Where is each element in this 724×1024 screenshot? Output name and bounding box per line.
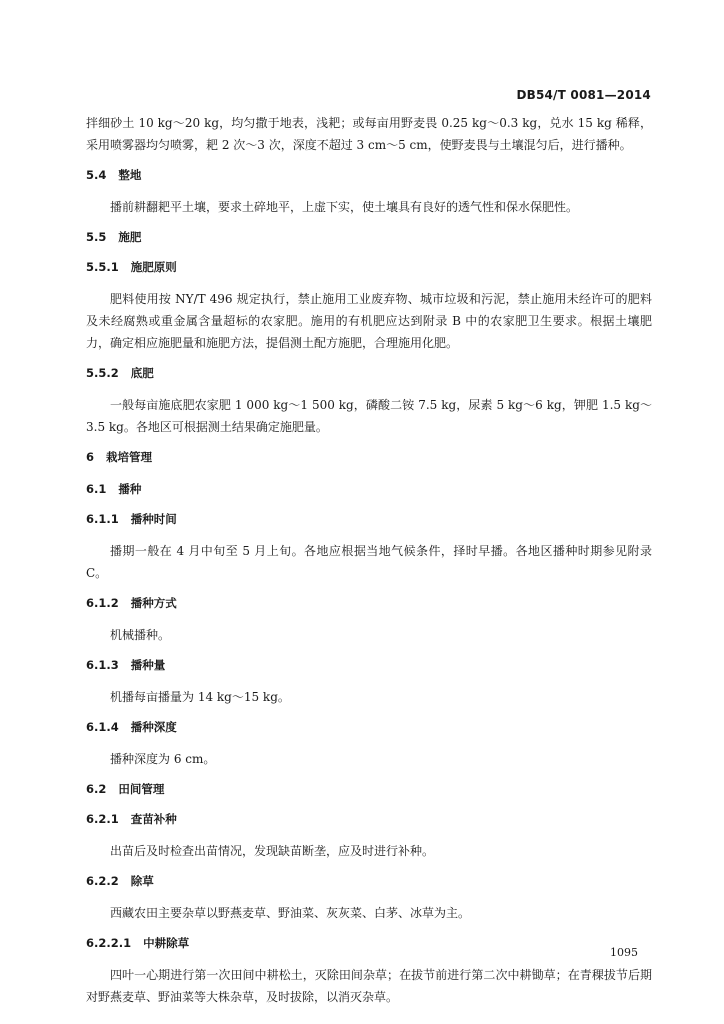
section-title: 播种时间	[130, 512, 177, 526]
section-number: 6.1.4	[86, 720, 119, 734]
paragraph: 拌细砂土 10 kg～20 kg，均匀撒于地表，浅耙；或每亩用野麦畏 0.25 kg～0.3 kg，兑水 15 kg 稀释，采用喷雾器均匀喷雾，耙 2 次～3 次，深度不超过 3 cm～5 cm，使野麦畏与土壤混匀后，进行播种。	[86, 116, 652, 152]
section-number: 5.4	[86, 168, 107, 182]
section-title: 中耕除草	[143, 936, 190, 950]
section-number: 6	[86, 450, 95, 464]
section-heading	[86, 364, 652, 382]
paragraph: 播前耕翻耙平土壤，要求土碎地平，上虚下实，使土壤具有良好的透气性和保水保肥性。	[110, 200, 579, 214]
paragraph: 一般每亩施底肥农家肥 1 000 kg～1 500 kg，磷酸二铵 7.5 kg，尿素 5 kg～6 kg，钾肥 1.5 kg～3.5 kg。各地区可根据测土结果确定施肥量。	[86, 398, 652, 434]
section-number: 6.2.2	[86, 874, 119, 888]
section-title: 整地	[118, 168, 142, 182]
section-heading	[86, 594, 652, 612]
section-heading	[86, 166, 652, 184]
paragraph: 西藏农田主要杂草以野燕麦草、野油菜、灰灰菜、白茅、冰草为主。	[110, 906, 471, 920]
section-number: 5.5.2	[86, 366, 119, 380]
section-heading	[86, 656, 652, 674]
section-number: 5.5.1	[86, 260, 119, 274]
section-title: 播种量	[130, 658, 166, 672]
paragraph: 机播每亩播量为 14 kg～15 kg。	[110, 690, 290, 704]
section-number: 6.1.2	[86, 596, 119, 610]
paragraph: 出苗后及时检查出苗情况，发现缺苗断垄，应及时进行补种。	[110, 844, 435, 858]
section-title: 查苗补种	[130, 812, 177, 826]
document-body	[86, 112, 652, 1018]
section-number: 6.2.1	[86, 812, 119, 826]
section-heading	[86, 872, 652, 890]
paragraph: 播期一般在 4 月中旬至 5 月上旬。各地应根据当地气候条件，择时早播。各地区播种时期参见附录 C。	[86, 544, 652, 580]
section-title: 栽培管理	[106, 450, 153, 464]
section-number: 6.2.2.1	[86, 936, 132, 950]
paragraph: 四叶一心期进行第一次田间中耕松土，灭除田间杂草；在拔节前进行第二次中耕锄草；在青稞拔节后期对野燕麦草、野油菜等大株杂草，及时拔除，以消灭杂草。	[86, 968, 652, 1004]
section-heading	[86, 810, 652, 828]
section-title: 播种深度	[130, 720, 177, 734]
section-title: 底肥	[130, 366, 154, 380]
section-number: 6.1	[86, 482, 107, 496]
page-number: 1095	[610, 946, 638, 959]
section-title: 施肥原则	[130, 260, 177, 274]
section-title: 播种	[118, 482, 142, 496]
section-number: 6.1.3	[86, 658, 119, 672]
paragraph: 播种深度为 6 cm。	[110, 752, 216, 766]
section-heading	[86, 780, 652, 798]
section-title: 田间管理	[118, 782, 165, 796]
paragraph: 机械播种。	[110, 628, 171, 642]
section-heading	[86, 510, 652, 528]
section-number: 6.2	[86, 782, 107, 796]
section-title: 播种方式	[130, 596, 177, 610]
section-number: 5.5	[86, 230, 107, 244]
section-title: 除草	[130, 874, 154, 888]
section-heading	[86, 480, 652, 498]
section-number: 6.1.1	[86, 512, 119, 526]
paragraph: 肥料使用按 NY/T 496 规定执行，禁止施用工业废弃物、城市垃圾和污泥，禁止施用未经许可的肥料及未经腐熟或重金属含量超标的农家肥。施用的有机肥应达到附录 B 中的农家肥卫生要求。根据土壤肥力，确定相应施肥量和施肥方法，提倡测土配方施肥，合理施用化肥。	[86, 292, 652, 350]
section-heading	[86, 718, 652, 736]
section-heading	[86, 448, 652, 466]
section-heading	[86, 934, 652, 952]
standard-code: DB54/T 0081—2014	[516, 88, 651, 102]
section-title: 施肥	[118, 230, 142, 244]
section-heading	[86, 258, 652, 276]
section-heading	[86, 228, 652, 246]
